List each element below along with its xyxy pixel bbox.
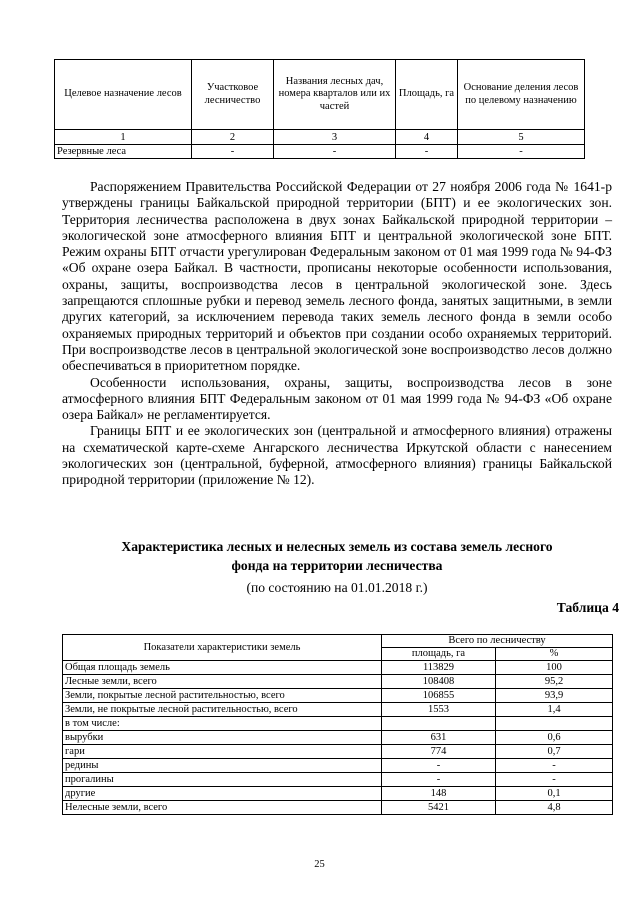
table-cell: редины xyxy=(63,759,382,773)
column-number: 2 xyxy=(192,130,274,145)
table-cell: 148 xyxy=(382,787,496,801)
paragraph: Особенности использования, охраны, защиты, воспроизводства лесов в зоне атмосферного влияния БПТ Федеральным законом от 01 мая 1999 года № 94-ФЗ «Об охране озера Байкал» не регламентируется. xyxy=(62,374,612,423)
table-cell: 0,7 xyxy=(496,745,613,759)
heading-line: фонда на территории лесничества xyxy=(231,557,443,573)
table-cell: 108408 xyxy=(382,675,496,689)
table-row xyxy=(63,703,613,717)
table-cell: 93,9 xyxy=(496,689,613,703)
table-cell: другие xyxy=(63,787,382,801)
table-cell: вырубки xyxy=(63,731,382,745)
table-row xyxy=(63,689,613,703)
table-cell: 774 xyxy=(382,745,496,759)
table-cell xyxy=(382,717,496,731)
header-cell: % xyxy=(496,648,613,661)
table-cell: Нелесные земли, всего xyxy=(63,801,382,815)
section-heading xyxy=(62,538,612,575)
table-row xyxy=(63,759,613,773)
table-cell: - xyxy=(496,773,613,787)
column-number: 1 xyxy=(55,130,192,145)
table-cell: - xyxy=(396,145,458,159)
body-text xyxy=(62,179,612,489)
header-cell: площадь, га xyxy=(382,648,496,661)
table-cell: в том числе: xyxy=(63,717,382,731)
table-body xyxy=(63,661,613,815)
land-characteristics-table xyxy=(62,634,613,815)
header-cell: Целевое назначение лесов xyxy=(55,60,192,130)
header-cell: Всего по лесничеству xyxy=(382,635,613,648)
table-row xyxy=(63,675,613,689)
table-cell: Земли, покрытые лесной растительностью, всего xyxy=(63,689,382,703)
table-row xyxy=(63,717,613,731)
table-label: Таблица 4 xyxy=(556,600,619,615)
page-number: 25 xyxy=(314,859,325,870)
table-row xyxy=(63,787,613,801)
table-cell: - xyxy=(274,145,396,159)
table-cell: Резервные леса xyxy=(55,145,192,159)
table-cell: 113829 xyxy=(382,661,496,675)
table-cell: - xyxy=(382,759,496,773)
table-cell: 631 xyxy=(382,731,496,745)
forest-purpose-table xyxy=(54,59,585,159)
table-cell: 1553 xyxy=(382,703,496,717)
table-cell: Земли, не покрытые лесной растительностью, всего xyxy=(63,703,382,717)
column-number: 4 xyxy=(396,130,458,145)
table-cell: 0,1 xyxy=(496,787,613,801)
table-cell: гари xyxy=(63,745,382,759)
table-row xyxy=(63,773,613,787)
table-cell xyxy=(496,717,613,731)
table-cell: Лесные земли, всего xyxy=(63,675,382,689)
table-cell: 106855 xyxy=(382,689,496,703)
table-row xyxy=(63,731,613,745)
table-cell: 5421 xyxy=(382,801,496,815)
column-number-row xyxy=(55,130,585,145)
table-cell: - xyxy=(496,759,613,773)
table-cell: 0,6 xyxy=(496,731,613,745)
table-cell: - xyxy=(192,145,274,159)
header-cell: Участковое лесничество xyxy=(192,60,274,130)
header-cell: Основание деления лесов по целевому назначению xyxy=(458,60,585,130)
table-row xyxy=(55,145,585,159)
header-cell: Показатели характеристики земель xyxy=(63,635,382,661)
paragraph: Границы БПТ и ее экологических зон (центральной и атмосферного влияния) отражены на схематической карте-схеме Ангарского лесничества Иркутской области с нанесением экологических зон (центральной, буферной, атмосферного влияния) границы Байкальской природной территории (приложение № 12). xyxy=(62,423,612,488)
table-cell: - xyxy=(458,145,585,159)
table-cell: 95,2 xyxy=(496,675,613,689)
table-row xyxy=(63,745,613,759)
header-cell: Названия лесных дач, номера кварталов или их частей xyxy=(274,60,396,130)
column-number: 3 xyxy=(274,130,396,145)
table-cell: 1,4 xyxy=(496,703,613,717)
table-header-row xyxy=(55,60,585,130)
table-cell: прогалины xyxy=(63,773,382,787)
section-subheading: (по состоянию на 01.01.2018 г.) xyxy=(246,580,428,595)
header-cell: Площадь, га xyxy=(396,60,458,130)
table-cell: 100 xyxy=(496,661,613,675)
table-header-row xyxy=(63,635,613,648)
table-cell: - xyxy=(382,773,496,787)
table-cell: Общая площадь земель xyxy=(63,661,382,675)
paragraph: Распоряжением Правительства Российской Федерации от 27 ноября 2006 года № 1641-р утверждены границы Байкальской природной территории (БПТ) и ее экологических зон. Территория лесничества расположена в двух зонах Байкальской природной территории – экологической зоне атмосферного влияния БПТ и центральной экологической зоне БПТ. Режим охраны БПТ отчасти урегулирован Федеральным законом от 01 мая 1999 года № 94-ФЗ «Об охране озера Байкал. В частности, прописаны некоторые особенности использования, охраны, защиты, воспроизводства лесов в центральной экологической зоне. Здесь запрещаются сплошные рубки и перевод земель лесного фонда, занятых защитными, в земли других категорий, за исключением перевода таких земель лесного фонда в земли особо охраняемых природных территорий и объектов при создании особо охраняемых территорий. При воспроизводстве лесов в центральной экологической зоне воспроизводство лесов должно обеспечиваться в приоритетном порядке. xyxy=(62,179,612,374)
table-row xyxy=(63,661,613,675)
table-cell: 4,8 xyxy=(496,801,613,815)
heading-line: Характеристика лесных и нелесных земель из состава земель лесного xyxy=(121,539,553,554)
table-row xyxy=(63,801,613,815)
column-number: 5 xyxy=(458,130,585,145)
